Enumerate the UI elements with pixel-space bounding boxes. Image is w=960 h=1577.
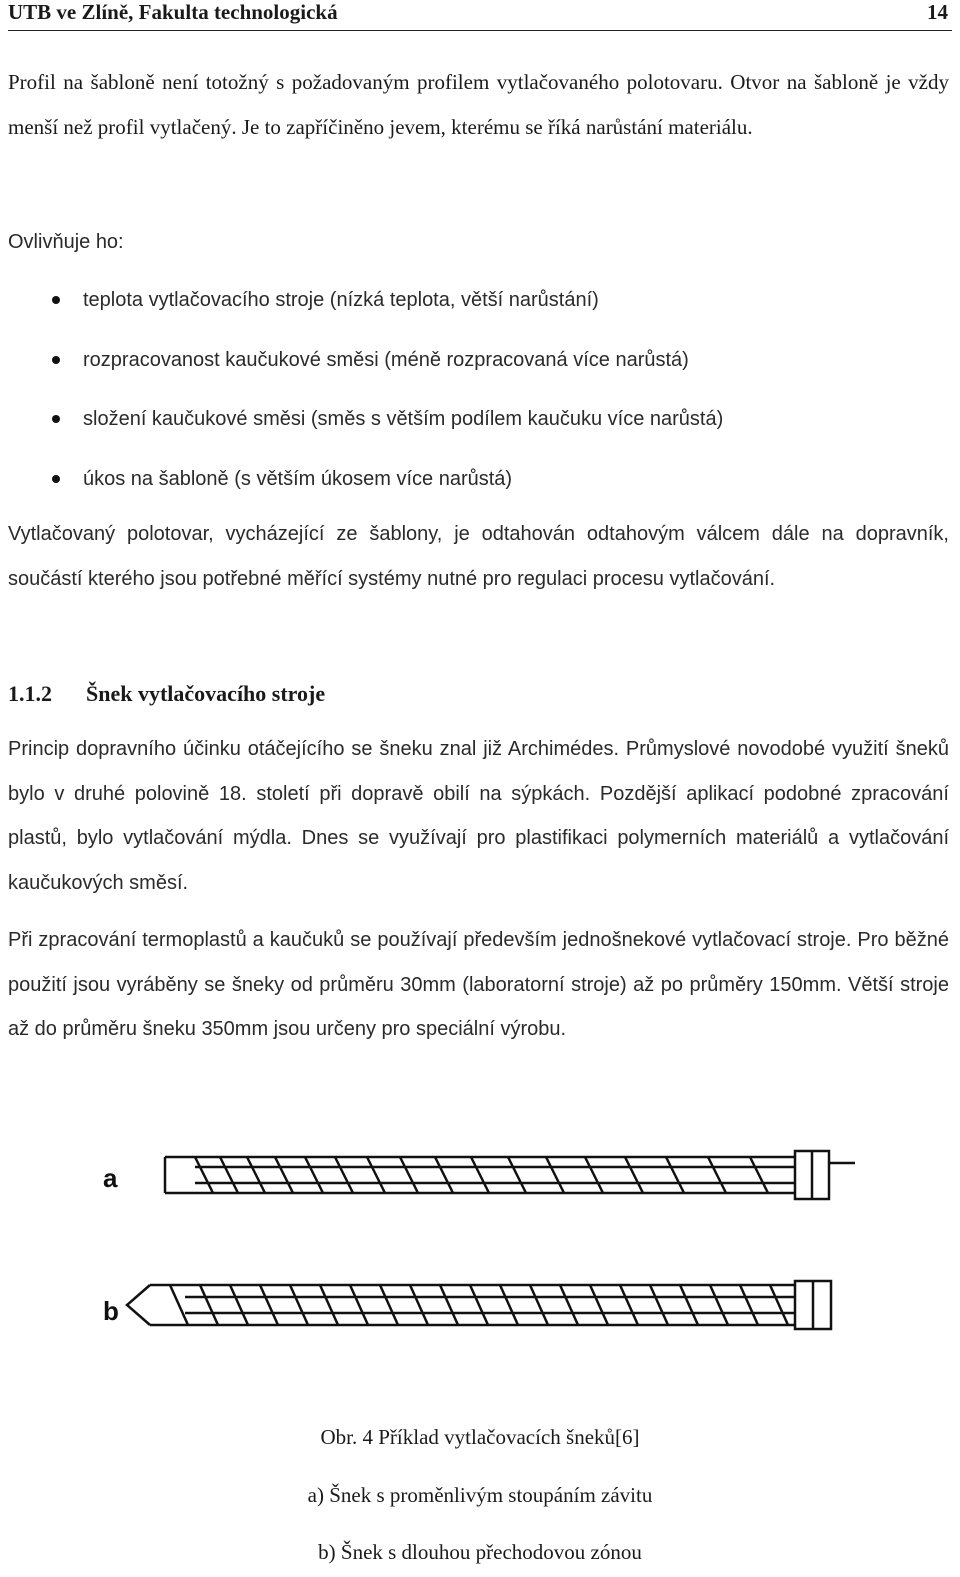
- list-item: úkos na šabloně (s větším úkosem více narůstá): [8, 457, 949, 517]
- figure-label-a: a: [103, 1163, 118, 1193]
- section-heading: [8, 672, 325, 716]
- section-number: 1.1.2: [8, 681, 52, 706]
- figure-item-b: b) Šnek s dlouhou přechodovou zónou: [318, 1540, 642, 1564]
- header-title: UTB ve Zlíně, Fakulta technologická: [8, 0, 338, 24]
- page-header: [8, 0, 952, 31]
- influence-intro: Ovlivňuje ho:: [8, 231, 124, 253]
- list-item: teplota vytlačovacího stroje (nízká teplota, větší narůstání): [8, 278, 949, 338]
- paragraph-extrudate: Vytlačovaný polotovar, vycházející ze šablony, je odtahován odtahovým válcem dále na dopravník, součástí kterého jsou potřebné měřící systémy nutné pro regulaci procesu vytlačování.: [8, 523, 949, 590]
- bullet-icon: [52, 356, 60, 364]
- figure-label-b: b: [103, 1296, 119, 1326]
- paragraph-machines: Při zpracování termoplastů a kaučuků se používají především jednošnekové vytlačovací stroje. Pro běžné použití jsou vyráběny se šneky od průměru 30mm (laboratorní stroje) až po průměry 150mm. Větší stroje až do průměru šneku 350mm jsou určeny pro speciální výrobu.: [8, 929, 949, 1040]
- bullet-icon: [52, 475, 60, 483]
- figure-item-a: a) Šnek s proměnlivým stoupáním závitu: [307, 1483, 653, 1507]
- bullet-icon: [52, 415, 60, 423]
- influence-list: [8, 278, 949, 516]
- list-item: rozpracovanost kaučukové směsi (méně rozpracovaná více narůstá): [8, 338, 949, 398]
- paragraph-profile: Profil na šabloně není totožný s požadovaným profilem vytlačovaného polotovaru. Otvor na šabloně je vždy menší než profil vytlačený. Je to zapříčiněno jevem, kterému se říká narůstání materiálu.: [8, 70, 949, 139]
- screw-b-drawing: [127, 1281, 831, 1329]
- list-item: složení kaučukové směsi (směs s větším podílem kaučuku více narůstá): [8, 397, 949, 457]
- page-number: 14: [927, 0, 948, 24]
- screw-a-drawing: [165, 1151, 855, 1199]
- bullet-icon: [52, 296, 60, 304]
- paragraph-principle: Princip dopravního účinku otáčejícího se šneku znal již Archimédes. Průmyslové novodobé využití šneků bylo v druhé polovině 18. století při dopravě obilí na sýpkách. Pozdější aplikací podobné zpracování plastů, bylo vytlačování mýdla. Dnes se využívají pro plastifikaci polymerních materiálů a vytlačování kaučukových směsí.: [8, 738, 949, 894]
- section-title: Šnek vytlačovacího stroje: [86, 681, 326, 706]
- screw-figure: [95, 1135, 865, 1350]
- figure-caption: Obr. 4 Příklad vytlačovacích šneků[6]: [320, 1425, 640, 1449]
